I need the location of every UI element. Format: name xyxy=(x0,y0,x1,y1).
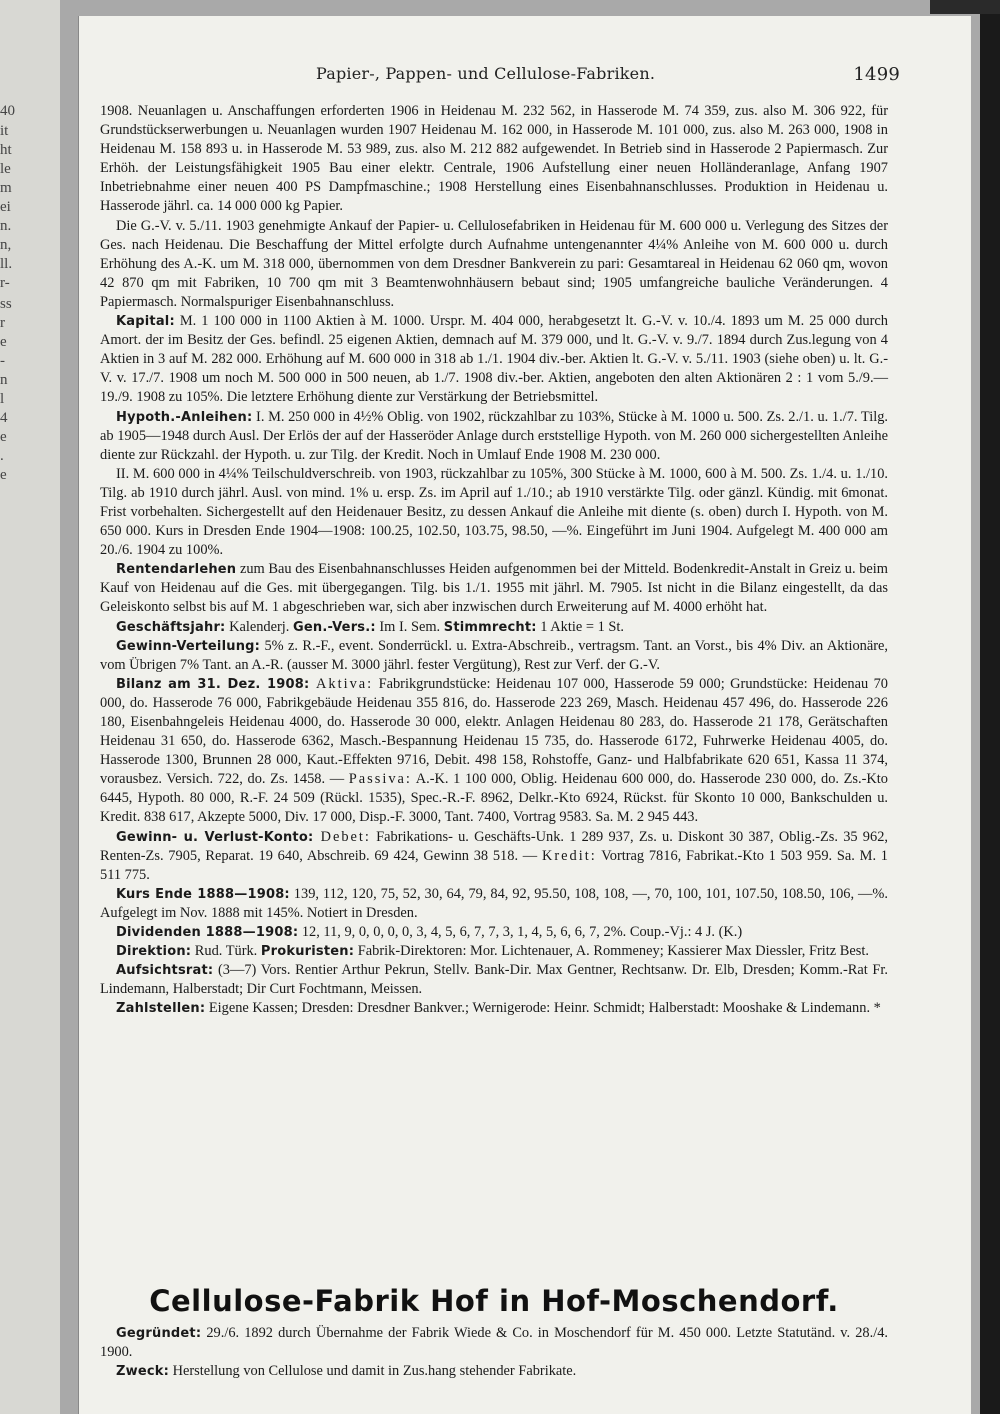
gutter-fragment: n. xyxy=(0,218,12,234)
field-label: Gewinn- u. Verlust-Konto: xyxy=(116,829,314,845)
spaced-label: Debet: xyxy=(313,828,371,845)
scan-dark-edge xyxy=(980,0,1000,1414)
field-label: Geschäftsjahr: xyxy=(116,619,226,635)
gutter-fragment: 4 xyxy=(0,410,8,426)
paragraph xyxy=(100,465,888,560)
running-title: Papier-, Pappen- und Cellulose-Fabriken. xyxy=(316,64,656,83)
field-label: Aufsichtsrat: xyxy=(116,963,214,979)
gutter-fragment: ss xyxy=(0,296,12,312)
paragraph xyxy=(100,618,888,637)
gutter-fragment: e xyxy=(0,334,7,350)
gutter-fragment: . xyxy=(0,448,4,464)
paragraph xyxy=(100,675,888,828)
paragraph-text: Fabrikations- u. Geschäfts-Unk. 1 289 937, Zs. u. Diskont 30 387, Oblig.-Zs. 35 962, Renten-Zs. 7905, Reparat. 19 640, Abschreib. 69 424, Gewinn 38 518. — xyxy=(100,828,888,864)
gutter-fragment: 40 xyxy=(0,103,15,119)
gutter-fragment: ei xyxy=(0,199,11,215)
spaced-label: Kredit: xyxy=(541,847,597,864)
paragraph-text: 29./6. 1892 durch Übernahme der Fabrik Wiede & Co. in Moschendorf für M. 450 000. Letzte Statutänd. v. 28./4. 1900. xyxy=(100,1325,888,1361)
paragraph-text: Kalenderj. xyxy=(225,618,293,635)
paragraph xyxy=(100,828,888,885)
paragraph-text: Im I. Sem. xyxy=(375,618,444,635)
paragraph xyxy=(100,312,888,407)
spaced-label: Passiva: xyxy=(348,771,412,788)
paragraph-text: (3—7) Vors. Rentier Arthur Pekrun, Stellv. Bank-Dir. Max Gentner, Rechtsanw. Dr. Elb, Dresden; Komm.-Rat Fr. Lindemann, Halberstadt; Dir Curt Fochtmann, Meissen. xyxy=(100,962,888,998)
paragraph xyxy=(100,923,888,942)
field-label: Hypoth.-Anleihen: xyxy=(116,409,253,425)
paragraph xyxy=(100,637,888,675)
paragraph xyxy=(100,885,888,923)
field-label: Gegründet: xyxy=(116,1326,202,1341)
paragraph-text: 1908. Neuanlagen u. Anschaffungen erforderten 1906 in Heidenau M. 232 562, in Hasserode M. 74 359, zus. also M. 306 922, für Grundstückserwerbungen u. Neuanlagen wurden 1907 Heidenau M. 162 000, in Hasserode M. 101 000, zus. also M. 263 000, 1908 in Heidenau M. 158 893 u. in Hasserode M. 53 989, zus. also M. 212 882 aufgewendet. In Betrieb sind in Hasserode 2 Papiermasch. Zur Erhöh. der Leistungsfähigkeit 1905 Bau einer elektr. Centrale, 1906 Aufstellung einer neuen Holländeranlage, Anfang 1907 Inbetriebnahme einer neuen 400 PS Dampfmaschine.; 1908 Herstellung eines Eisenbahnanschlusses. Produktion in Heidenau u. Hasserode jährl. ca. 14 000 000 kg Papier. xyxy=(100,103,888,215)
field-label: Zahlstellen: xyxy=(116,1001,206,1017)
gutter-fragment: n, xyxy=(0,237,12,253)
paragraph-text: zum Bau des Eisenbahnanschlusses Heiden aufgenommen bei der Mitteld. Bodenkredit-Anstalt in Greiz u. beim Kauf von Heidenau auf die Ges. mit übergegangen. Tilg. bis 1./1. 1955 mit jährl. M. 7905. Ist nicht in die Bilanz eingestellt, da das Geleiskonto selbst bis auf M. 1 abgeschrieben war, sich aber inzwischen durch Erweiterung auf M. 4000 erhöht hat. xyxy=(100,561,888,616)
paragraph-text: A.-K. 1 100 000, Oblig. Heidenau 600 000, do. Hasserode 230 000, do. Zs.-Kto 6445, Hypoth. 80 000, R.-F. 24 509 (Rückl. 1535), Spec.-R.-F. 8962, Delkr.-Kto 6924, Rückst. für Skonto 10 000, Bankschulden u. Kredit. 838 617, Akzepte 5000, Div. 17 000, Disp.-F. 3000, Tant. 7400, Vortrag 9583. Sa. M. 2 945 443. xyxy=(100,771,888,826)
spaced-label: Aktiva: xyxy=(309,675,374,692)
gutter-fragment: it xyxy=(0,123,9,139)
gutter-fragment: m xyxy=(0,180,12,196)
paragraph xyxy=(100,942,888,961)
paragraph-text: 5% z. R.-F., event. Sonderrückl. u. Extra-Abschreib., vertragsm. Tant. an Vorst., bis 4% Div. an Aktionäre, vom Übrigen 7% Tant. an A.-R. (ausser M. 3000 jährl. fester Vergütung), Rest zur Verf. der G.-V. xyxy=(100,637,888,673)
field-label: Stimmrecht: xyxy=(443,619,537,635)
gutter-fragment: e xyxy=(0,429,7,445)
paragraph xyxy=(100,560,888,617)
paragraph xyxy=(100,408,888,465)
paragraph-text: I. M. 250 000 in 4½% Oblig. von 1902, rückzahlbar zu 103%, Stücke à M. 1000 u. 500. Zs. 2./1. u. 1./7. Tilg. ab 1905—1948 durch Ausl. Der Erlös der auf der Hasseröder Anlage durch erststellige Hypoth. von M. 260 000 sichergestellten Anleihe diente zur Rückzahl. der Hypoth. u. zur Tilg. der Kredit. Noch in Umlauf Ende 1908 M. 230 000. xyxy=(100,408,888,463)
field-label: Dividenden 1888—1908: xyxy=(116,925,299,941)
paragraph-text: Herstellung von Cellulose und damit in Zus.hang stehender Fabrikate. xyxy=(169,1363,577,1380)
left-page-edge xyxy=(0,0,60,1414)
gutter-fragment: - xyxy=(0,353,5,369)
paragraph-text: M. 1 100 000 in 1100 Aktien à M. 1000. Urspr. M. 404 000, herabgesetzt lt. G.-V. v. 10./4. 1893 um M. 25 000 durch Amort. der im Besitz der Ges. befindl. 25 eigenen Aktien, demnach auf M. 379 000, und lt. G.-V. v. 9./7. 1894 durch Zus.legung von 4 Aktien in 3 auf M. 282 000. Erhöhung auf M. 600 000 in 318 ab 1./1. 1904 div.-ber. Aktien lt. G.-V. v. 5./11. 1903 (siehe oben) u. lt. G.-V. v. 17./7. 1908 um noch M. 500 000 in 500 neuen, ab 1./7. 1908 div.-ber. Aktien, angeboten den alten Aktionären 2 : 1 vom 5./9.—19./9. 1908 zu 105%. Die letztere Erhöhung diente zur Verstärkung der Betriebsmittel. xyxy=(100,313,888,406)
gutter-fragment: ll. xyxy=(0,256,13,272)
paragraph-text: Fabrik-Direktoren: Mor. Lichtenauer, A. Rommeney; Kassierer Max Diessler, Fritz Best. xyxy=(354,943,869,960)
paragraph-text: Rud. Türk. xyxy=(191,943,261,960)
paragraph-text: 1 Aktie = 1 St. xyxy=(536,618,624,635)
paragraph xyxy=(100,102,888,217)
paragraph-text: Fabrikgrundstücke: Heidenau 107 000, Hasserode 59 000; Grundstücke: Heidenau 70 000, do. Hasserode 76 000, Fabrikgebäude Heidenau 355 816, do. Hasserode 223 269, Masch. Heidenau 457 496, do. Hasserode 226 180, Eisenbahngeleis Heidenau 4000, do. Hasserode 30 000, elektr. Anlagen Heidenau 80 283, do. Hasserode 21 178, Gerätschaften Heidenau 31 650, do. Hasserode 6362, Masch.-Bespannung Heidenau 15 735, do. Hasserode 6172, Fuhrwerke Heidenau 4005, do. Hasserode 1300, Brunnen 28 000, Kaut.-Effekten 9716, Debit. 498 158, Rohstoffe, Ganz- und Halbfabrikate 620 651, Kassa 11 374, vorausbez. Versich. 722, do. Zs. 1458. — xyxy=(100,675,888,788)
paragraph xyxy=(100,1362,888,1381)
field-label: Direktion: xyxy=(116,944,192,960)
paragraph xyxy=(100,961,888,999)
field-label: Gen.-Vers.: xyxy=(293,619,376,635)
gutter-fragment: r- xyxy=(0,275,10,291)
paragraph-text: 139, 112, 120, 75, 52, 30, 64, 79, 84, 92, 95.50, 108, 108, —, 70, 100, 101, 107.50, 108.50, 106, —%. Aufgelegt im Nov. 1888 mit 145%. Notiert in Dresden. xyxy=(100,885,888,921)
gutter-fragment: e xyxy=(0,467,7,483)
page-header xyxy=(98,64,900,86)
paragraph xyxy=(100,217,888,312)
field-label: Kurs Ende 1888—1908: xyxy=(116,886,290,902)
page-number: 1499 xyxy=(853,64,900,85)
field-label: Zweck: xyxy=(116,1364,170,1380)
main-column xyxy=(100,102,888,1019)
paragraph-text: 12, 11, 9, 0, 0, 0, 0, 3, 4, 5, 6, 7, 7, 3, 1, 4, 5, 6, 6, 7, 2%. Coup.-Vj.: 4 J. (K.) xyxy=(298,924,743,941)
paragraph-text: Vortrag 7816, Fabrikat.-Kto 1 503 959. Sa. M. 1 511 775. xyxy=(100,847,889,883)
field-label: Bilanz am 31. Dez. 1908: xyxy=(116,676,310,692)
gutter-fragment: n xyxy=(0,372,8,388)
gutter-fragment: l xyxy=(0,391,5,407)
paragraph xyxy=(100,999,888,1018)
gutter-fragment: r xyxy=(0,315,5,331)
field-label: Gewinn-Verteilung: xyxy=(116,638,261,654)
field-label: Rentendarlehen xyxy=(116,562,237,578)
scan-dark-corner xyxy=(930,0,1000,14)
paragraph-text: II. M. 600 000 in 4¼% Teilschuldverschreib. von 1903, rückzahlbar zu 105%, 300 Stücke à M. 1000, 600 à M. 500. Zs. 1./4. u. 1./10. Tilg. ab 1910 durch jährl. Ausl. von mind. 1% u. ersp. Zs. im April auf 1./10.; ab 1910 verstärkte Tilg. oder gänzl. Kündig. mit 6monat. Frist vorbehalten. Sichergestellt auf den Heidenauer Besitz, zu dessen Ankauf die Anleihe mit diente (s. oben) durch I. Hypoth. von M. 650 000. Kurs in Dresden Ende 1904—1908: 100.25, 102.50, 103.75, 98.50, —%. Eingeführt im Juni 1904. Aufgelegt M. 400 000 am 20./6. 1904 zu 100%. xyxy=(100,465,888,559)
company-heading: Cellulose-Fabrik Hof in Hof-Moschendorf. xyxy=(149,1284,839,1318)
company-column xyxy=(100,1324,888,1381)
gutter-fragment: le xyxy=(0,161,11,177)
field-label: Kapital: xyxy=(116,314,175,330)
paragraph-text: Eigene Kassen; Dresden: Dresdner Bankver.; Wernigerode: Heinr. Schmidt; Halberstadt: Mooshake & Lindemann. * xyxy=(205,1000,881,1017)
field-label: Prokuristen: xyxy=(260,944,355,960)
paragraph xyxy=(100,1324,888,1362)
gutter-fragment: ht xyxy=(0,142,12,158)
paragraph-text: Die G.-V. v. 5./11. 1903 genehmigte Ankauf der Papier- u. Cellulosefabriken in Heidenau für M. 600 000 u. Verlegung des Sitzes der Ges. nach Heidenau. Die Beschaffung der Mittel erfolgte durch Aufnahme untengenannter 4¼% Anleihe von M. 600 000 u. durch Erhöhung des A.-K. um M. 318 000, übernommen von dem Dresdner Bankverein zu pari: Gesamtareal in Heidenau 62 060 qm, wovon 42 870 qm mit Fabriken, 10 700 qm mit 3 Beamtenwohnhäusern bebaut sind; 1905 umfangreiche bauliche Veränderungen. 4 Papiermasch. Normalspuriger Eisenbahnanschluss. xyxy=(100,217,888,310)
